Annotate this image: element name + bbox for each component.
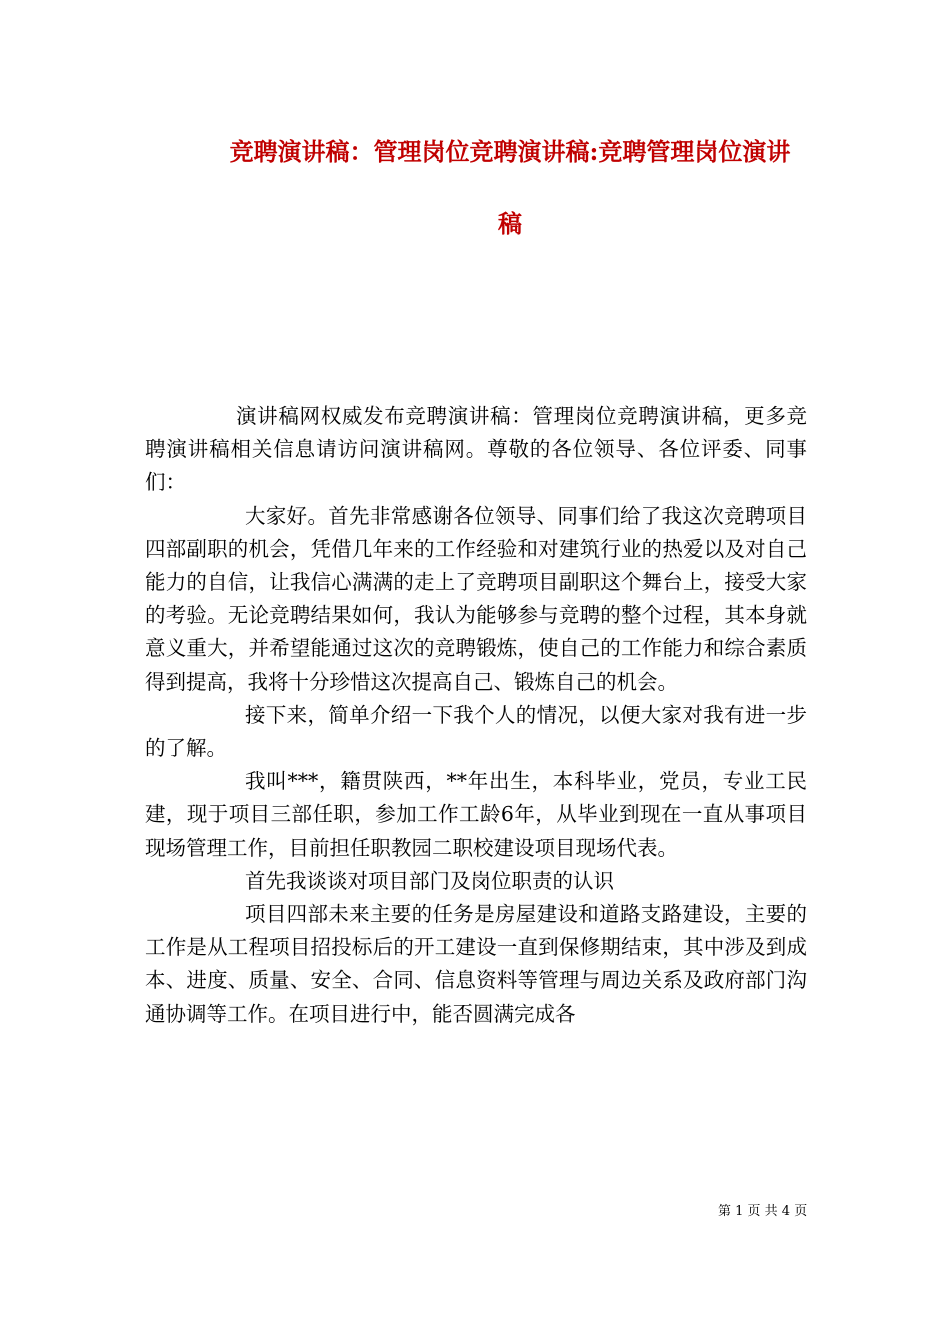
paragraph-greeting: 大家好。首先非常感谢各位领导、同事们给了我这次竞聘项目四部副职的机会，凭借几年来的工作经验和对建筑行业的热爱以及对自己能力的自信，让我信心满满的走上了竞聘项目副职这个舞台上，接受大家的考验。无论竞聘结果如何，我认为能够参与竞聘的整个过程，其本身就意义重大，并希望能通过这次的竞聘锻炼，使自己的工作能力和综合素质得到提高，我将十分珍惜这次提高自己、锻炼自己的机会。 bbox=[145, 503, 807, 694]
paragraph-self-intro: 我叫***，籍贯陕西，**年出生，本科毕业，党员，专业工民建，现于项目三部任职，参加工作工龄6年，从毕业到现在一直从事项目现场管理工作，目前担任职教园二职校建设项目现场代表。 bbox=[145, 769, 807, 860]
title-line-1: 竞聘演讲稿：管理岗位竞聘演讲稿:竞聘管理岗位演讲 bbox=[229, 137, 791, 166]
paragraph-intro: 演讲稿网权威发布竞聘演讲稿：管理岗位竞聘演讲稿，更多竞聘演讲稿相关信息请访问演讲稿网。尊敬的各位领导、各位评委、同事们： bbox=[145, 404, 807, 495]
title-line-2: 稿 bbox=[498, 209, 522, 238]
paragraph-responsibilities: 项目四部未来主要的任务是房屋建设和道路支路建设，主要的工作是从工程项目招投标后的开工建设一直到保修期结束，其中涉及到成本、进度、质量、安全、合同、信息资料等管理与周边关系及政府部门沟通协调等工作。在项目进行中，能否圆满完成各 bbox=[145, 902, 807, 1026]
document-body bbox=[145, 400, 807, 1031]
document-title bbox=[190, 128, 830, 248]
paragraph-section-heading: 首先我谈谈对项目部门及岗位职责的认识 bbox=[245, 868, 614, 893]
page-number-footer: 第 1 页 共 4 页 bbox=[718, 1204, 808, 1219]
paragraph-transition: 接下来，简单介绍一下我个人的情况，以便大家对我有进一步的了解。 bbox=[145, 702, 807, 761]
